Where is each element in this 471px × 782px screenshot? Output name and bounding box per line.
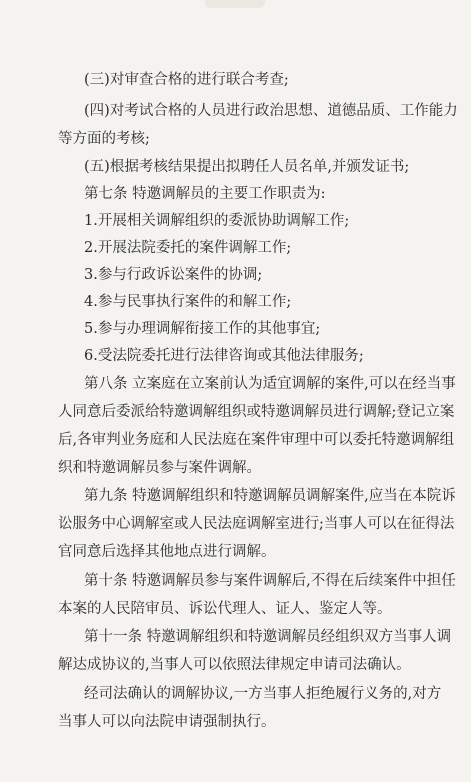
text-line: 经司法确认的调解协议,一方当事人拒绝履行义务的,对方 bbox=[84, 686, 442, 702]
text-line: 第九条 特邀调解组织和特邀调解员调解案件,应当在本院诉 bbox=[84, 488, 456, 504]
text-line: 5.参与办理调解衔接工作的其他事宜; bbox=[84, 321, 321, 337]
text-line: 1.开展相关调解组织的委派协助调解工作; bbox=[84, 213, 350, 229]
text-line: 人同意后委派给特邀调解组织或特邀调解员进行调解;登记立案 bbox=[58, 404, 455, 420]
text-line: 第十条 特邀调解员参与案件调解后,不得在后续案件中担任 bbox=[84, 573, 456, 589]
text-line: (四)对考试合格的人员进行政治思想、道德品质、工作能力 bbox=[84, 103, 458, 119]
text-line: 第八条 立案庭在立案前认为适宜调解的案件,可以在经当事 bbox=[84, 376, 456, 392]
text-line: 解达成协议的,当事人可以依照法律规定申请司法确认。 bbox=[58, 657, 411, 673]
text-line: (三)对审查合格的进行联合考查; bbox=[84, 72, 289, 88]
text-line: 3.参与行政诉讼案件的协调; bbox=[84, 267, 263, 283]
text-line: 第十一条 特邀调解组织和特邀调解员经组织双方当事人调 bbox=[84, 629, 452, 645]
text-line: 4.参与民事执行案件的和解工作; bbox=[84, 294, 292, 310]
text-line: 官同意后选择其他地点进行调解。 bbox=[58, 544, 276, 560]
text-line: 织和特邀调解员参与案件调解。 bbox=[58, 460, 261, 476]
text-line: (五)根据考核结果提出拟聘任人员名单,并颁发证书; bbox=[84, 159, 410, 175]
text-line: 本案的人民陪审员、诉讼代理人、证人、鉴定人等。 bbox=[58, 601, 392, 617]
text-line: 后,各审判业务庭和人民法庭在案件审理中可以委托特邀调解组 bbox=[58, 432, 455, 448]
text-line: 等方面的考核; bbox=[58, 131, 150, 147]
scan-edge-mark bbox=[205, 0, 265, 8]
text-line: 讼服务中心调解室或人民法庭调解室进行;当事人可以在征得法 bbox=[58, 516, 455, 532]
text-line: 当事人可以向法院申请强制执行。 bbox=[58, 714, 276, 730]
text-line: 6.受法院委托进行法律咨询或其他法律服务; bbox=[84, 348, 364, 364]
text-line: 第七条 特邀调解员的主要工作职责为: bbox=[84, 186, 326, 202]
text-line: 2.开展法院委托的案件调解工作; bbox=[84, 240, 292, 256]
